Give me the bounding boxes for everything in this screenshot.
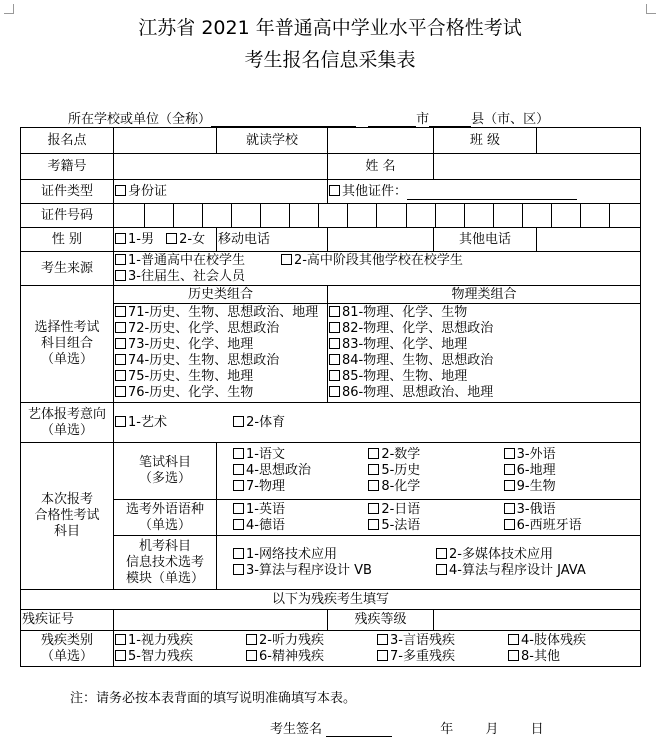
mobile-label: 移动电话 — [217, 228, 328, 252]
source-option-3[interactable]: 3-往届生、社会人员 — [115, 269, 245, 284]
checkbox-icon[interactable] — [233, 564, 244, 575]
language-option[interactable]: 1-英语 — [233, 502, 368, 518]
checkbox-icon[interactable] — [115, 650, 126, 661]
checkbox-icon[interactable] — [504, 480, 515, 491]
it-module-options — [217, 536, 641, 590]
source-label: 考生来源 — [21, 252, 114, 286]
gender-cell — [114, 228, 217, 252]
other-id-option[interactable]: 其他证件： — [329, 184, 407, 199]
history-combo-header: 历史类组合 — [114, 286, 328, 304]
checkbox-icon[interactable] — [233, 448, 244, 459]
disability-type-option[interactable]: 8-其他 — [508, 649, 639, 665]
art-sport-label: 艺体报考意向 （单选） — [21, 403, 114, 443]
disability-cert-field[interactable] — [114, 610, 328, 631]
checkbox-icon[interactable] — [436, 564, 447, 575]
female-option[interactable]: 2-女 — [166, 232, 205, 247]
registration-form-table — [20, 127, 641, 667]
checkbox-icon[interactable] — [115, 338, 126, 349]
physics-combo-option[interactable]: 82-物理、化学、思想政治 — [329, 321, 639, 337]
checkbox-icon[interactable] — [504, 448, 515, 459]
written-subject-option[interactable]: 9-生物 — [504, 479, 639, 495]
foreign-language-options — [217, 500, 641, 536]
month-label: 月 — [485, 722, 499, 737]
checkbox-icon[interactable] — [436, 548, 447, 559]
id-type-label: 证件类型 — [21, 180, 114, 204]
disability-type-label: 残疾类别 （单选） — [21, 631, 114, 667]
disability-type-option[interactable]: 2-听力残疾 — [246, 633, 377, 649]
history-combo-option[interactable]: 71-历史、生物、思想政治、地理 — [115, 305, 326, 321]
disability-type-option[interactable]: 6-精神残疾 — [246, 649, 377, 665]
checkbox-icon[interactable] — [115, 322, 126, 333]
checkbox-icon[interactable] — [368, 480, 379, 491]
history-combo-option[interactable]: 75-历史、生物、地理 — [115, 369, 326, 385]
written-subjects-options — [217, 443, 641, 500]
it-module-label: 机考科目 信息技术选考 模块（单选） — [114, 536, 217, 590]
checkbox-icon[interactable] — [233, 519, 244, 530]
history-combo-option[interactable]: 74-历史、生物、思想政治 — [115, 353, 326, 369]
checkbox-icon[interactable] — [329, 354, 340, 365]
physics-combo-option[interactable]: 84-物理、生物、思想政治 — [329, 353, 639, 369]
checkbox-icon[interactable] — [329, 370, 340, 381]
county-blank[interactable] — [429, 112, 471, 127]
language-option[interactable]: 2-日语 — [368, 502, 503, 518]
id-digit-cell[interactable] — [115, 204, 144, 227]
exam-number-field[interactable] — [114, 154, 328, 180]
history-combo-option[interactable]: 76-历史、化学、生物 — [115, 385, 326, 401]
disability-type-option[interactable]: 7-多重残疾 — [377, 649, 508, 665]
checkbox-icon[interactable] — [233, 480, 244, 491]
checkbox-icon[interactable] — [504, 464, 515, 475]
id-number-label: 证件号码 — [21, 204, 114, 228]
checkbox-icon[interactable] — [115, 354, 126, 365]
language-option[interactable]: 6-西班牙语 — [504, 518, 639, 534]
checkbox-icon[interactable] — [329, 306, 340, 317]
language-option[interactable]: 3-俄语 — [504, 502, 639, 518]
checkbox-icon[interactable] — [115, 270, 126, 281]
checkbox-icon[interactable] — [329, 338, 340, 349]
exam-site-label: 报名点 — [21, 128, 114, 154]
id-digit-cell[interactable] — [202, 204, 231, 227]
city-label: 市 — [416, 112, 430, 127]
disability-type-option[interactable]: 3-言语残疾 — [377, 633, 508, 649]
checkbox-icon[interactable] — [329, 386, 340, 397]
language-option[interactable]: 4-德语 — [233, 518, 368, 534]
checkbox-icon[interactable] — [233, 464, 244, 475]
source-options — [114, 252, 641, 286]
checkbox-icon[interactable] — [115, 634, 126, 645]
id-digit-cell[interactable] — [144, 204, 173, 227]
checkbox-icon[interactable] — [368, 519, 379, 530]
written-subject-option[interactable]: 5-历史 — [368, 463, 503, 479]
name-label: 姓 名 — [328, 154, 434, 180]
checkbox-icon[interactable] — [246, 650, 257, 661]
id-type-cell — [114, 180, 328, 204]
history-combo-list — [114, 304, 328, 403]
checkbox-icon[interactable] — [368, 464, 379, 475]
disability-type-option[interactable]: 1-视力残疾 — [115, 633, 246, 649]
id-digit-cell[interactable] — [231, 204, 260, 227]
physics-combo-option[interactable]: 85-物理、生物、地理 — [329, 369, 639, 385]
disability-cert-label: 残疾证号 — [21, 610, 114, 631]
exam-number-label: 考籍号 — [21, 154, 114, 180]
signature-line — [270, 718, 544, 737]
disability-level-label: 残疾等级 — [328, 610, 434, 631]
physics-combo-option[interactable]: 83-物理、化学、地理 — [329, 337, 639, 353]
checkbox-icon[interactable] — [233, 416, 244, 427]
physics-combo-header: 物理类组合 — [328, 286, 641, 304]
school-field[interactable] — [328, 128, 434, 154]
id-digit-cell[interactable] — [261, 204, 290, 227]
id-digit-cell[interactable] — [464, 204, 493, 227]
written-subject-option[interactable]: 8-化学 — [368, 479, 503, 495]
signature-blank[interactable] — [326, 722, 392, 737]
checkbox-icon[interactable] — [504, 503, 515, 514]
exam-site-field[interactable] — [114, 128, 217, 154]
id-digit-cell[interactable] — [406, 204, 435, 227]
art-sport-options — [114, 403, 641, 443]
written-subject-option[interactable]: 6-地理 — [504, 463, 639, 479]
checkbox-icon[interactable] — [115, 386, 126, 397]
checkbox-icon[interactable] — [504, 519, 515, 530]
signature-label: 考生签名 — [270, 722, 323, 737]
gender-label: 性 别 — [21, 228, 114, 252]
written-subject-option[interactable]: 7-物理 — [233, 479, 368, 495]
other-id-blank[interactable] — [407, 186, 577, 200]
id-digit-cell[interactable] — [173, 204, 202, 227]
checkbox-icon[interactable] — [115, 416, 126, 427]
physics-combo-option[interactable]: 81-物理、化学、生物 — [329, 305, 639, 321]
checkbox-icon[interactable] — [233, 548, 244, 559]
it-module-option[interactable]: 1-网络技术应用 — [233, 547, 436, 563]
name-field[interactable] — [434, 154, 641, 180]
checkbox-icon[interactable] — [115, 233, 126, 244]
school-line — [68, 108, 549, 127]
sport-option[interactable]: 2-体育 — [233, 415, 285, 430]
other-phone-label: 其他电话 — [434, 228, 537, 252]
checkbox-icon[interactable] — [377, 634, 388, 645]
school-label: 所在学校或单位（全称） — [68, 112, 212, 127]
checkbox-icon[interactable] — [233, 503, 244, 514]
checkbox-icon[interactable] — [115, 370, 126, 381]
male-option[interactable]: 1-男 — [115, 232, 154, 247]
checkbox-icon[interactable] — [115, 185, 126, 196]
written-subject-option[interactable]: 1-语文 — [233, 447, 368, 463]
it-module-option[interactable]: 4-算法与程序设计 JAVA — [436, 563, 639, 579]
id-digit-cell[interactable] — [319, 204, 348, 227]
checkbox-icon[interactable] — [508, 650, 519, 661]
id-digit-cell[interactable] — [581, 204, 610, 227]
class-label: 班 级 — [434, 128, 537, 154]
art-option[interactable]: 1-艺术 — [115, 415, 167, 430]
it-module-option[interactable]: 2-多媒体技术应用 — [436, 547, 639, 563]
checkbox-icon[interactable] — [246, 634, 257, 645]
id-digit-cell[interactable] — [435, 204, 464, 227]
year-label: 年 — [440, 722, 454, 737]
form-subtitle: 考生报名信息采集表 — [244, 49, 416, 71]
disability-type-option[interactable]: 5-智力残疾 — [115, 649, 246, 665]
disability-type-option[interactable]: 4-肢体残疾 — [508, 633, 639, 649]
form-note: 注：请务必按本表背面的填写说明准确填写本表。 — [70, 691, 357, 706]
class-field[interactable] — [537, 128, 641, 154]
foreign-language-label: 选考外语语种 （单选） — [114, 500, 217, 536]
county-label: 县（市、区） — [471, 112, 550, 127]
id-digit-cell[interactable] — [377, 204, 406, 227]
history-combo-option[interactable]: 73-历史、化学、地理 — [115, 337, 326, 353]
checkbox-icon[interactable] — [377, 650, 388, 661]
id-digit-cell[interactable] — [523, 204, 552, 227]
checkbox-icon[interactable] — [329, 185, 340, 196]
history-combo-option[interactable]: 72-历史、化学、思想政治 — [115, 321, 326, 337]
school-name-blank[interactable] — [211, 112, 356, 127]
source-option-1[interactable]: 1-普通高中在校学生 — [115, 253, 245, 268]
disabled-section-header: 以下为残疾考生填写 — [21, 590, 641, 610]
day-label: 日 — [530, 722, 544, 737]
school-label-cell: 就读学校 — [217, 128, 328, 154]
id-digit-cell[interactable] — [290, 204, 319, 227]
id-card-option[interactable]: 身份证 — [115, 184, 167, 199]
id-digit-cell[interactable] — [610, 204, 639, 227]
city-blank[interactable] — [368, 112, 416, 127]
other-id-cell — [328, 180, 641, 204]
checkbox-icon[interactable] — [115, 306, 126, 317]
physics-combo-option[interactable]: 86-物理、思想政治、地理 — [329, 385, 639, 401]
source-option-2[interactable]: 2-高中阶段其他学校在校学生 — [281, 253, 463, 268]
checkbox-icon[interactable] — [508, 634, 519, 645]
checkbox-icon[interactable] — [166, 233, 177, 244]
language-option[interactable]: 5-法语 — [368, 518, 503, 534]
id-number-grid[interactable] — [114, 204, 641, 228]
checkbox-icon[interactable] — [368, 503, 379, 514]
written-subjects-label: 笔试科目 （多选） — [114, 443, 217, 500]
disability-level-field[interactable] — [434, 610, 641, 631]
physics-combo-list — [328, 304, 641, 403]
checkbox-icon[interactable] — [281, 254, 292, 265]
qualification-exam-label: 本次报考 合格性考试 科目 — [21, 443, 114, 590]
subject-combo-label: 选择性考试 科目组合 （单选） — [21, 286, 114, 403]
form-title: 江苏省 2021 年普通高中学业水平合格性考试 — [138, 17, 522, 39]
id-digit-cell[interactable] — [552, 204, 581, 227]
id-digit-cell[interactable] — [493, 204, 522, 227]
it-module-option[interactable]: 3-算法与程序设计 VB — [233, 563, 436, 579]
written-subject-option[interactable]: 3-外语 — [504, 447, 639, 463]
checkbox-icon[interactable] — [115, 254, 126, 265]
disability-type-options — [114, 631, 641, 667]
written-subject-option[interactable]: 4-思想政治 — [233, 463, 368, 479]
written-subject-option[interactable]: 2-数学 — [368, 447, 503, 463]
other-phone-field[interactable] — [537, 228, 641, 252]
checkbox-icon[interactable] — [368, 448, 379, 459]
id-digit-cell[interactable] — [348, 204, 377, 227]
mobile-field[interactable] — [328, 228, 434, 252]
checkbox-icon[interactable] — [329, 322, 340, 333]
